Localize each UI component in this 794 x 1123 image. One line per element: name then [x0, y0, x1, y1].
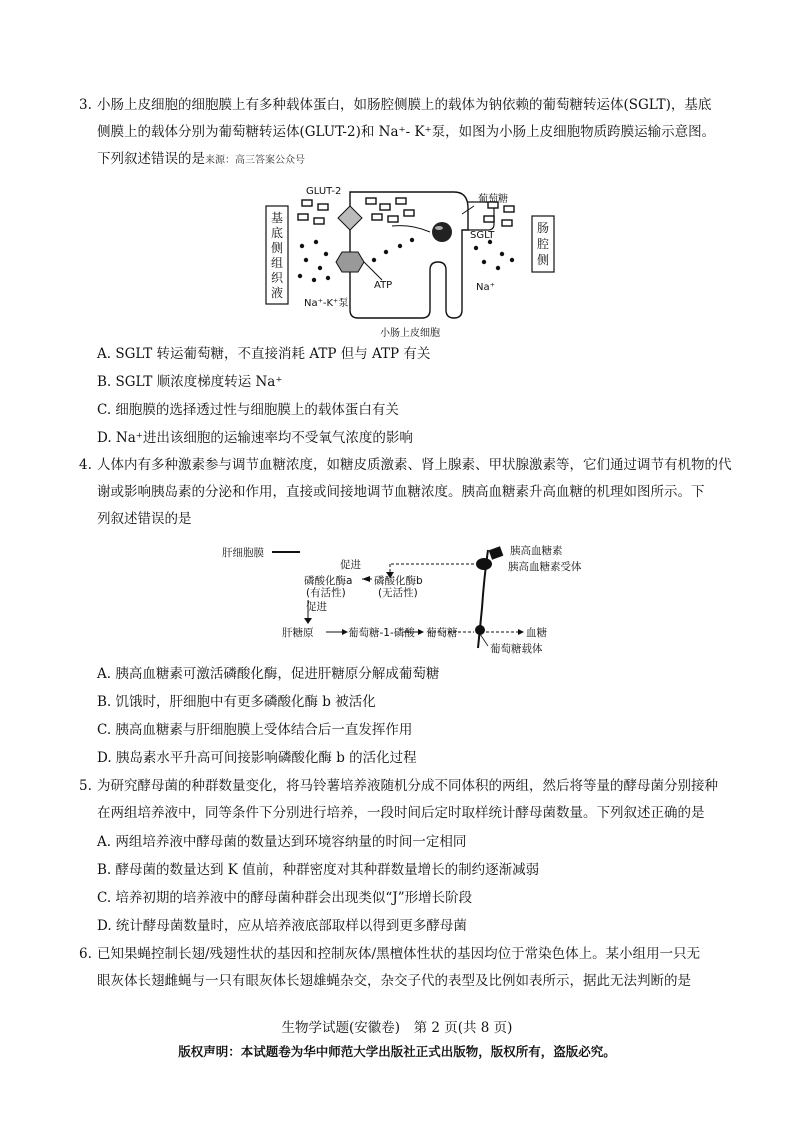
source-note: 来源：高三答案公众号: [205, 155, 305, 166]
sodium-ion: [398, 244, 402, 248]
left-label-char: 底: [270, 226, 284, 240]
enzyme-a-note: (有活性): [306, 587, 346, 599]
question-3: [79, 92, 743, 174]
glucose-molecule: [298, 214, 308, 220]
question-text-line: 眼灰体长翅雌蝇与一只有眼灰体长翅雄蝇杂交，杂交子代的表型及比例如表所示，据此无法判断的是: [97, 973, 691, 989]
right-label-char: 肠: [536, 221, 550, 235]
glycogen-label: 肝糖原: [282, 627, 314, 639]
glucose-molecule: [314, 218, 324, 224]
intestinal-cell-diagram: [262, 180, 562, 340]
copyright-label: 版权声明：: [178, 1044, 241, 1059]
sglt-label: SGLT: [470, 230, 495, 241]
glucose-label: 葡萄糖: [426, 627, 458, 639]
glucose-label: 葡萄糖: [478, 194, 508, 205]
question-number: 3.: [79, 97, 92, 113]
left-label-char: 基: [270, 211, 284, 225]
na-k-pump-label: Na⁺-K⁺泵: [304, 298, 349, 309]
glucagon-mechanism-diagram: [222, 538, 622, 658]
glucose-molecule: [318, 204, 328, 210]
enzyme-b-label: 磷酸化酶b: [374, 575, 423, 587]
question-text-line: 人体内有多种激素参与调节血糖浓度，如糖皮质激素、肾上腺素、甲状腺激素等，它们通过调节有机物的代: [97, 457, 732, 473]
option-c: C. 胰高血糖素与肝细胞膜上受体结合后一直发挥作用: [97, 722, 413, 738]
arrow-head: [418, 629, 424, 635]
sodium-ion: [314, 240, 318, 244]
enzyme-b-note: (无活性): [378, 587, 418, 599]
carrier-label: 葡萄糖载体: [490, 643, 543, 655]
glucose-molecule: [504, 206, 514, 212]
question-text-line: 列叙述错误的是: [97, 511, 192, 527]
right-label-char: 腔: [536, 237, 550, 251]
glucose-molecule: [502, 220, 512, 226]
left-label-char: 侧: [270, 241, 284, 255]
question-6: [79, 941, 743, 995]
question-text-line: 已知果蝇控制长翅/残翅性状的基因和控制灰体/黑檀体性状的基因均位于常染色体上。某小组用一只无: [97, 946, 701, 962]
sodium-ion: [496, 266, 500, 270]
sglt-transporter: [432, 222, 452, 242]
left-label-char: 组: [270, 256, 284, 270]
atp-label: ATP: [374, 280, 393, 291]
question-number: 6.: [79, 946, 92, 962]
glucose-in-arrow: [392, 226, 430, 232]
left-label-char: 织: [270, 271, 284, 285]
option-d: D. 统计酵母菌数量时，应从培养液底部取样以得到更多酵母菌: [97, 918, 467, 934]
glucagon-molecule: [489, 546, 504, 560]
receptor-label: 胰高血糖素受体: [508, 561, 582, 573]
question-5: [79, 773, 743, 827]
sodium-ion: [312, 278, 316, 282]
promote-label: 促进: [306, 601, 327, 613]
glucose-molecule: [388, 216, 398, 222]
question-4: [79, 452, 743, 533]
membrane-label: 肝细胞膜: [222, 547, 264, 559]
sodium-ion: [384, 250, 388, 254]
glucose-molecule: [380, 204, 390, 210]
diagram-labels: [222, 544, 582, 655]
arrow-head: [304, 618, 312, 624]
glucose-molecule: [484, 216, 494, 222]
diagram-labels: [304, 186, 508, 339]
sodium-ion: [510, 258, 514, 262]
glucose-molecule: [404, 210, 414, 216]
right-label: [537, 221, 549, 267]
sodium-ion: [474, 246, 478, 250]
option-b: B. SGLT 顺浓度梯度转运 Na⁺: [97, 374, 283, 390]
sodium-ion: [300, 244, 304, 248]
atp-arrow: [364, 262, 382, 280]
figure-caption: 小肠上皮细胞: [380, 328, 440, 339]
blood-sugar-label: 血糖: [526, 627, 547, 639]
glut2-transporter: [338, 206, 362, 230]
option-b: B. 饥饿时，肝细胞中有更多磷酸化酶 b 被活化: [97, 694, 376, 710]
glucagon-label: 胰高血糖素: [510, 545, 563, 557]
question-number: 5.: [79, 778, 92, 794]
sodium-label: Na⁺: [476, 282, 495, 293]
glucose-molecule: [396, 198, 406, 204]
promote-label: 促进: [340, 559, 361, 571]
glucose-molecule: [302, 200, 312, 206]
option-a: A. 两组培养液中酵母菌的数量达到环境容纳量的时间一定相同: [97, 834, 467, 850]
option-a: A. 胰高血糖素可激活磷酸化酶，促进肝糖原分解成葡萄糖: [97, 666, 440, 682]
option-d: D. 胰岛素水平升高可间接影响磷酸化酶 b 的活化过程: [97, 750, 417, 766]
page-footer: 生物学试题(安徽卷) 第 2 页(共 8 页): [281, 1020, 513, 1036]
option-d: D. Na⁺进出该细胞的运输速率均不受氧气浓度的影响: [97, 430, 413, 446]
glut2-label: GLUT-2: [306, 186, 342, 197]
option-c: C. 细胞膜的选择透过性与细胞膜上的载体蛋白有关: [97, 402, 399, 418]
sglt-highlight: [435, 226, 443, 230]
question-text-line: 谢或影响胰岛素的分泌和作用，直接或间接地调节血糖浓度。胰高血糖素升高血糖的机理如图所示。下: [97, 484, 705, 500]
question-text-line: 侧膜上的载体分别为葡萄糖转运体(GLUT-2)和 Na⁺- K⁺泵，如图为小肠上皮细胞物质跨膜运输示意图。: [97, 124, 716, 140]
enzyme-a-label: 磷酸化酶a: [304, 575, 353, 587]
glucose-carrier: [475, 625, 485, 635]
sodium-ion: [324, 252, 328, 256]
sodium-ion: [372, 258, 376, 262]
left-label-char: 液: [270, 286, 284, 300]
sodium-ion: [298, 274, 302, 278]
question-text-line: 小肠上皮细胞的细胞膜上有多种载体蛋白，如肠腔侧膜上的载体为钠依赖的葡萄糖转运体(SGLT)，基底: [97, 97, 712, 113]
option-a: A. SGLT 转运葡萄糖，不直接消耗 ATP 但与 ATP 有关: [97, 346, 431, 362]
sodium-ion: [410, 238, 414, 242]
question-text-line: 为研究酵母菌的种群数量变化，将马铃薯培养液随机分成不同体积的两组，然后将等量的酵母菌分别接种: [97, 778, 718, 794]
sodium-ion: [304, 258, 308, 262]
option-c: C. 培养初期的培养液中的酵母菌种群会出现类似“J”形增长阶段: [97, 890, 473, 906]
sodium-ions: [298, 238, 514, 282]
left-label: [271, 211, 284, 300]
g1p-label: 葡萄糖-1-磷酸: [348, 627, 415, 639]
copyright-notice: [0, 1042, 794, 1060]
option-b: B. 酵母菌的数量达到 K 值前，种群密度对其种群数量增长的制约逐渐减弱: [97, 862, 540, 878]
glucose-molecule: [366, 198, 376, 204]
glucose-molecule: [372, 214, 382, 220]
carrier-pointer: [480, 634, 488, 646]
sodium-ion: [482, 260, 486, 264]
sodium-ion: [500, 252, 504, 256]
question-stem: 下列叙述错误的是: [97, 151, 205, 167]
question-text-line: 在两组培养液中，同等条件下分别进行培养，一段时间后定时取样统计酵母菌数量。下列叙述正确的是: [97, 805, 705, 821]
sodium-ion: [326, 276, 330, 280]
sodium-ion: [318, 266, 322, 270]
na-k-pump: [336, 252, 364, 272]
question-text-line: [83, 146, 743, 174]
question-number: 4.: [79, 457, 92, 473]
copyright-text: 本试题卷为华中师范大学出版社正式出版物，版权所有，盗版必究。: [240, 1044, 616, 1059]
glucagon-receptor: [476, 558, 492, 570]
right-label-char: 侧: [536, 253, 550, 267]
arrow-head: [518, 629, 524, 635]
